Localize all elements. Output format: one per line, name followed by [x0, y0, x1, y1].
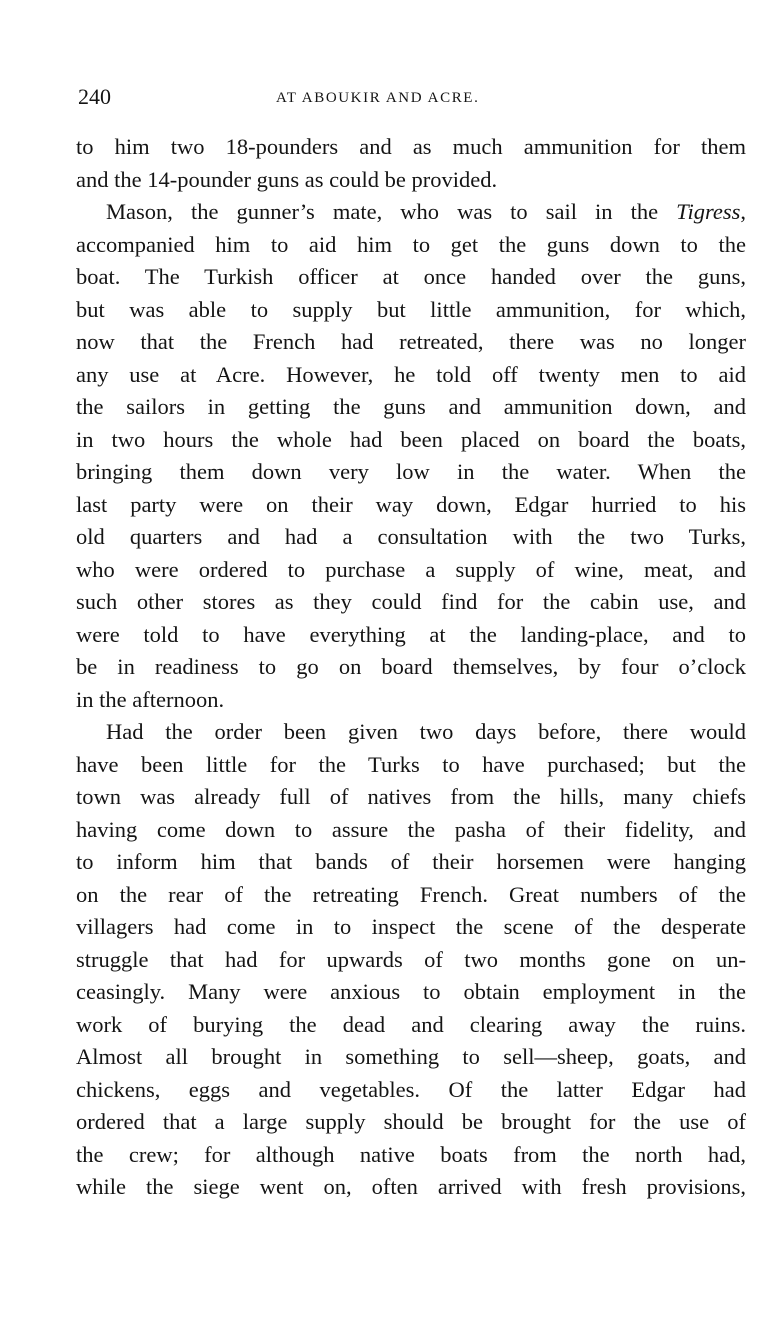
- text-line: Almost all brought in something to sell—sheep, goats, and: [76, 1044, 746, 1069]
- text-line: in two hours the whole had been placed on board the boats,: [76, 426, 746, 452]
- text-line: and the 14-pounder guns as could be provided.: [76, 166, 498, 192]
- text-line: any use at Acre. However, he told off twenty men to aid: [76, 361, 746, 387]
- ship-name: Tigress: [676, 199, 741, 224]
- text-line: now that the French had retreated, there was no longer: [76, 329, 746, 354]
- text-line: ordered that a large supply should be brought for the use of: [76, 1109, 746, 1134]
- text-line: boat. The Turkish officer at once handed over the guns,: [76, 264, 746, 289]
- text-line: while the siege went on, often arrived with fresh provisions,: [76, 1174, 746, 1199]
- text-line: having come down to assure the pasha of their fidelity, and: [76, 816, 746, 842]
- text-line: old quarters and had a consultation with the two Turks,: [76, 524, 746, 549]
- text-line: who were ordered to purchase a supply of wine, meat, and: [76, 556, 746, 582]
- text-line: to inform him that bands of their horsemen were hanging: [76, 849, 746, 874]
- text-line: the sailors in getting the guns and ammunition down, and: [76, 394, 746, 419]
- text-line: Had the order been given two days before, there would: [106, 719, 746, 744]
- text-line: bringing them down very low in the water. When the: [76, 459, 746, 484]
- text-line: on the rear of the retreating French. Great numbers of the: [76, 881, 746, 907]
- text-line: but was able to supply but little ammunition, for which,: [76, 296, 746, 322]
- running-head: AT ABOUKIR AND ACRE.: [276, 90, 480, 106]
- text-line: chickens, eggs and vegetables. Of the latter Edgar had: [76, 1076, 746, 1102]
- text-line: work of burying the dead and clearing away the ruins.: [76, 1011, 746, 1037]
- text-line: the crew; for although native boats from the north had,: [76, 1141, 746, 1167]
- text-line: such other stores as they could find for the cabin use, and: [76, 589, 746, 614]
- body-text: [76, 131, 746, 1204]
- text-line: were told to have everything at the landing-place, and to: [76, 621, 746, 647]
- text-line: be in readiness to go on board themselves, by four o’clock: [76, 654, 746, 679]
- text-line: have been little for the Turks to have purchased; but the: [76, 751, 746, 777]
- text-line: accompanied him to aid him to get the guns down to the: [76, 231, 746, 257]
- text-line: last party were on their way down, Edgar hurried to his: [76, 491, 746, 517]
- page-header: [78, 84, 750, 110]
- text-line: in the afternoon.: [76, 686, 225, 712]
- line-text: Mason, the gunner’s mate, who was to sail in the: [106, 199, 677, 224]
- page-number: 240: [78, 84, 111, 109]
- text-line: [76, 196, 746, 229]
- text-line: villagers had come in to inspect the scene of the desperate: [76, 914, 746, 939]
- text-line: struggle that had for upwards of two months gone on un-: [76, 946, 746, 972]
- text-line: town was already full of natives from the hills, many chiefs: [76, 784, 746, 809]
- text-line: ceasingly. Many were anxious to obtain employment in the: [76, 979, 746, 1004]
- text-line: to him two 18-pounders and as much ammunition for them: [76, 134, 746, 159]
- line-text: ,: [740, 199, 746, 224]
